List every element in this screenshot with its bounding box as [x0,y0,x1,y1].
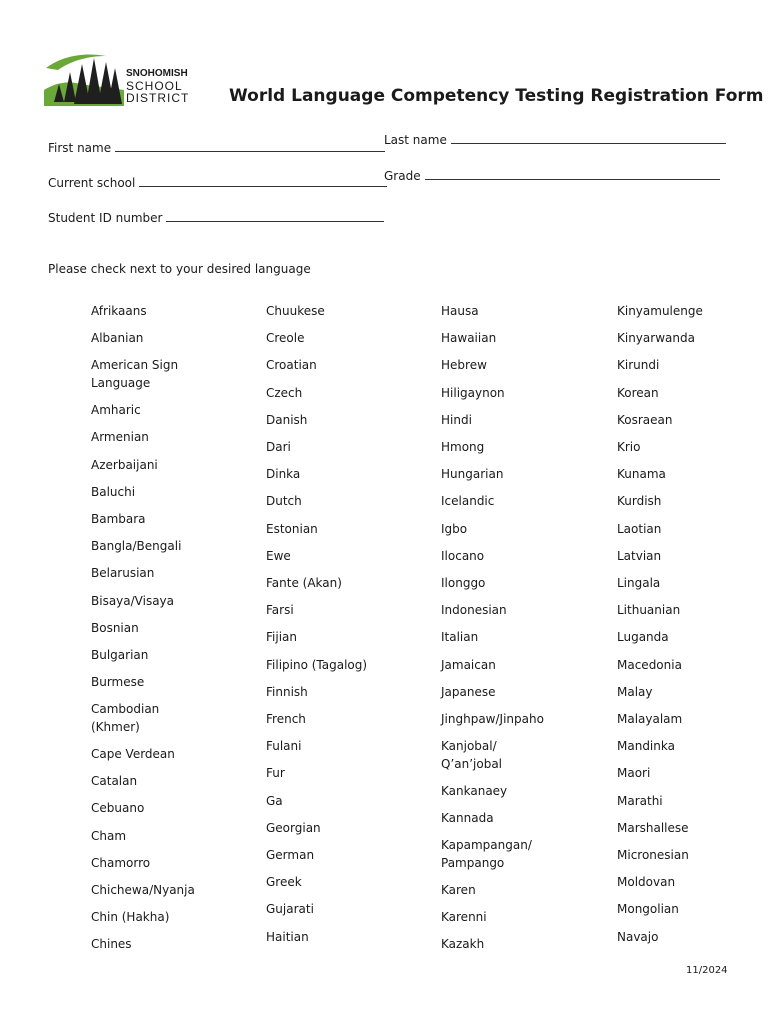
language-option[interactable]: Laotian [617,521,662,536]
language-option[interactable]: Danish [266,412,308,427]
logo-text-line3: DISTRICT [126,91,190,105]
language-option[interactable]: Macedonia [617,657,682,672]
language-option[interactable]: Catalan [91,774,138,789]
language-option[interactable]: Moldovan [617,875,676,890]
language-option[interactable]: Kinyarwanda [617,331,695,346]
language-option[interactable]: Gujarati [266,902,314,917]
first-name-label: First name [48,141,112,155]
language-option[interactable]: Kazakh [441,937,485,952]
logo-text-line1: SNOHOMISH [126,68,188,79]
language-option[interactable]: Dutch [266,494,302,509]
language-option[interactable]: Jamaican [441,657,496,672]
language-option[interactable]: Karenni [441,910,487,925]
language-option[interactable]: Indonesian [441,603,507,618]
language-option[interactable]: Fijian [266,630,297,645]
language-option[interactable]: Krio [617,440,641,454]
language-option[interactable]: Hebrew [441,358,487,373]
language-option[interactable]: Filipino (Tagalog) [266,657,368,672]
current-school-line[interactable] [139,175,387,187]
language-option[interactable]: Karen [441,883,476,897]
language-option[interactable]: Estonian [266,521,318,536]
language-option[interactable]: German [266,848,315,862]
language-option[interactable]: Marshallese [617,820,689,835]
language-option[interactable]: Japanese [441,684,496,699]
language-option[interactable]: Mandinka [617,739,675,754]
student-id-label: Student ID number [48,211,163,225]
language-option[interactable]: Dari [266,440,291,454]
language-option[interactable]: Hausa [441,304,479,318]
language-option[interactable]: Hungarian [441,467,504,482]
language-option[interactable]: Farsi [266,603,294,618]
language-option[interactable]: Marathi [617,793,663,808]
language-option[interactable]: Chamorro [91,855,151,870]
language-option[interactable]: Afrikaans [91,304,147,318]
language-option[interactable]: Icelandic [441,494,495,509]
language-option[interactable]: Dinka [266,467,301,482]
language-option[interactable]: Amharic [91,403,141,418]
language-option[interactable]: Cambodian (Khmer) [91,702,160,735]
language-option[interactable]: Fur [266,766,285,781]
language-option[interactable]: Fante (Akan) [266,576,342,590]
language-option[interactable]: Bangla/Bengali [91,539,182,554]
language-option[interactable]: Chuukese [266,304,325,318]
current-school-field[interactable] [48,175,387,190]
student-id-line[interactable] [166,210,384,222]
language-option[interactable]: Georgian [266,820,321,835]
language-option[interactable]: Kankanaey [441,783,508,798]
student-id-field[interactable] [48,210,384,225]
language-option[interactable]: Cape Verdean [91,747,175,761]
language-option[interactable]: Luganda [617,630,669,645]
language-option[interactable]: French [266,712,306,726]
language-option[interactable]: Malay [617,684,653,699]
language-option[interactable]: Korean [617,385,659,400]
language-option[interactable]: Bosnian [91,620,139,635]
grade-label: Grade [384,169,421,183]
language-option[interactable]: Cebuano [91,801,145,816]
language-option[interactable]: American Sign Language [91,358,179,391]
language-option[interactable]: Azerbaijani [91,457,158,472]
current-school-label: Current school [48,176,136,190]
language-option[interactable]: Burmese [91,675,145,690]
language-option[interactable]: Finnish [266,684,308,699]
language-option[interactable]: Kirundi [617,358,660,373]
language-option[interactable]: Jinghpaw/Jinpaho [441,712,544,726]
language-option[interactable]: Bisaya/Visaya [91,593,175,608]
language-option[interactable]: Bambara [91,511,146,526]
language-option[interactable]: Baluchi [91,484,136,499]
language-option[interactable]: Ga [266,793,283,808]
language-option[interactable]: Hiligaynon [441,385,505,400]
language-option[interactable]: Mongolian [617,902,679,917]
language-option[interactable]: Latvian [617,548,662,563]
language-option[interactable]: Kosraean [617,412,673,427]
last-name-field[interactable] [384,132,726,147]
last-name-line[interactable] [451,132,726,144]
language-option[interactable]: Ilocano [441,548,485,563]
first-name-field[interactable] [48,140,385,155]
grade-field[interactable] [384,168,720,183]
language-option[interactable]: Kinyamulenge [617,304,703,318]
language-option[interactable]: Maori [617,766,651,781]
language-option[interactable]: Chines [91,937,132,952]
language-option[interactable]: Lingala [617,576,661,590]
language-option[interactable]: Creole [266,331,305,346]
language-option[interactable]: Cham [91,828,127,843]
language-option[interactable]: Haitian [266,929,309,944]
language-option[interactable]: Ewe [266,548,291,563]
last-name-label: Last name [384,133,447,147]
language-option[interactable]: Albanian [91,331,144,346]
language-option[interactable]: Kunama [617,467,666,482]
language-option[interactable]: Italian [441,630,479,645]
language-option[interactable]: Kannada [441,811,494,826]
language-option[interactable]: Micronesian [617,848,689,862]
language-option[interactable]: Ilonggo [441,576,486,590]
instruction-text: Please check next to your desired language [48,262,311,276]
grade-line[interactable] [425,168,720,180]
language-option[interactable]: Czech [266,385,303,400]
language-option[interactable]: Kapampangan/ Pampango [441,838,532,871]
language-option[interactable]: Bulgarian [91,647,149,662]
logo-text-line2: SCHOOL [126,79,183,93]
language-option[interactable]: Malayalam [617,712,683,726]
language-option[interactable]: Fulani [266,739,302,754]
language-option[interactable]: Hawaiian [441,331,497,346]
language-option[interactable]: Chin (Hakha) [91,910,170,925]
language-option[interactable]: Greek [266,875,302,890]
language-option[interactable]: Lithuanian [617,603,681,618]
language-option[interactable]: Hindi [441,412,472,427]
revision-date: 11/2024 [686,965,728,976]
form-title: World Language Competency Testing Registration Form [229,86,764,106]
language-option[interactable]: Armenian [91,430,149,445]
language-option[interactable]: Hmong [441,440,485,454]
language-option[interactable]: Belarusian [91,566,155,581]
language-option[interactable]: Kanjobal/ Q’an’jobal [441,739,503,772]
language-option[interactable]: Chichewa/Nyanja [91,883,195,897]
language-option[interactable]: Croatian [266,358,317,373]
language-option[interactable]: Navajo [617,929,659,944]
language-option[interactable]: Kurdish [617,494,662,509]
first-name-line[interactable] [115,140,385,152]
language-option[interactable]: Igbo [441,521,468,536]
